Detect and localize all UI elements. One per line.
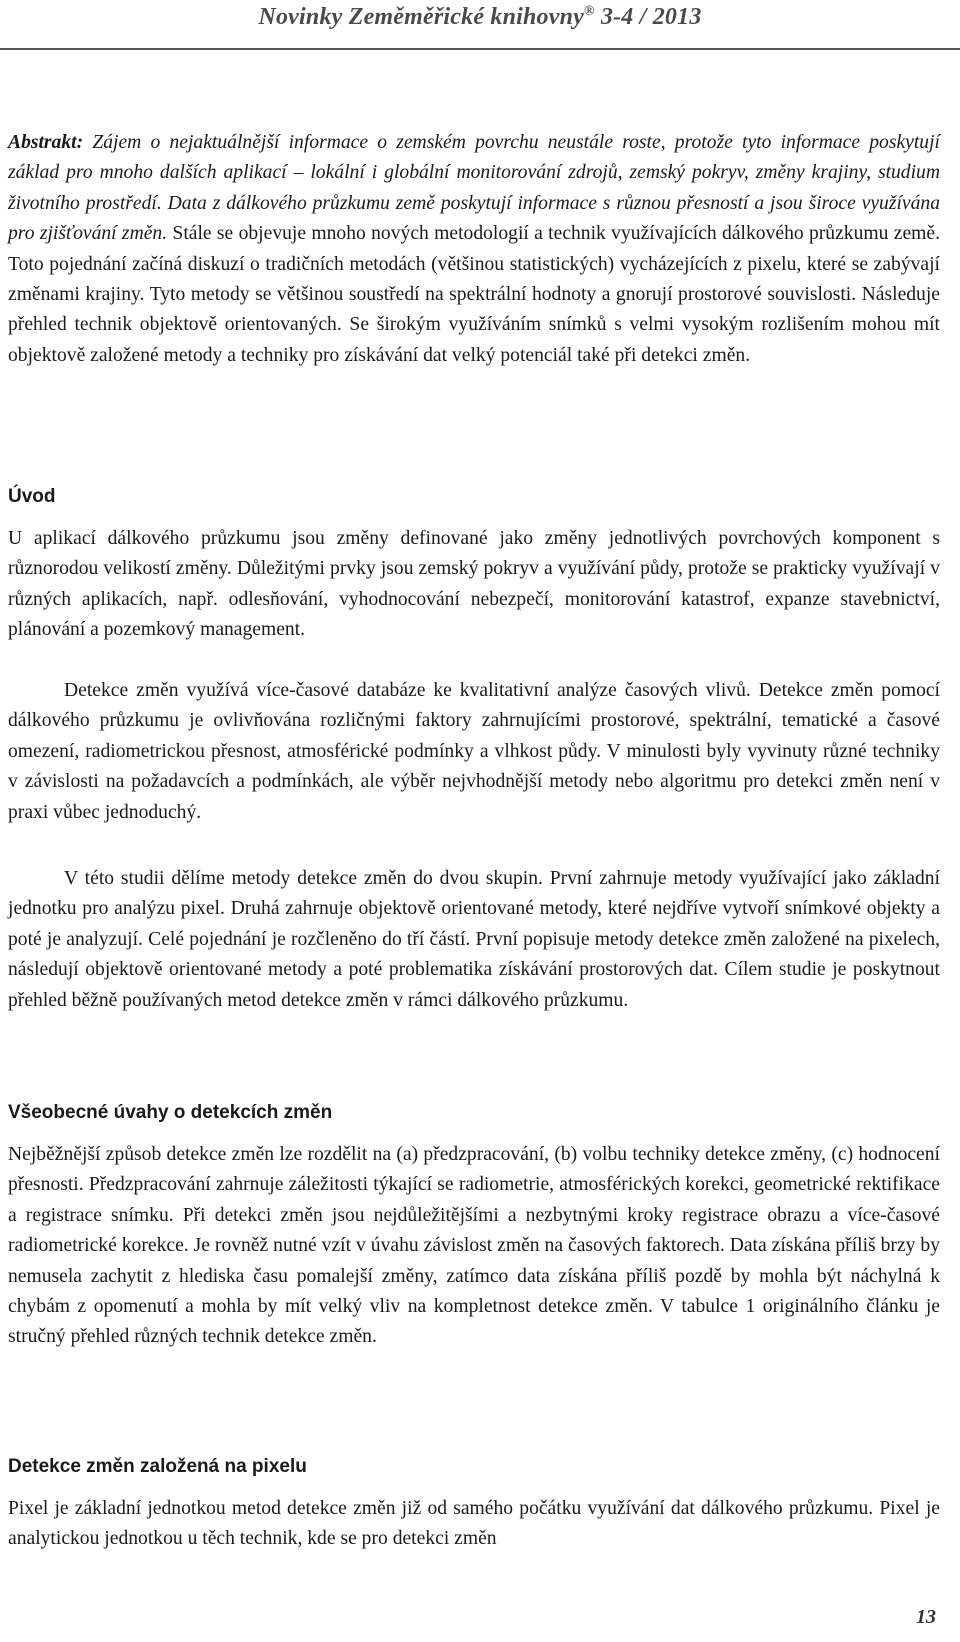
pixel-paragraph-1: Pixel je základní jednotkou metod detekce změn již od samého počátku využívání dat dálkového průzkumu. Pixel je analytickou jednotkou u těch technik, kde se pro detekci změn xyxy=(8,1498,940,1550)
abstract-text: Stále se objevuje mnoho nových metodologií a technik využívajících dálkového průzkumu země. Toto pojednání začíná diskuzí o tradičních metodách (většinou statistických) vycházejících z pixelu, které se zabývají změnami krajiny. Tyto metody se většinou soustředí na spektrální hodnoty a gnorují prostorové souvislosti. Následuje přehled technik objektově orientovaných. Se širokým využíváním snímků s velmi vysokým rozlišením mohou mít objektově založené metody a techniky pro získávání dat velký potenciál také při detekci změn. xyxy=(8,223,940,366)
header-title: Novinky Zeměměřické knihovny xyxy=(258,4,584,30)
section-heading-general: Všeobecné úvahy o detekcích změn xyxy=(8,1102,333,1123)
header-rule xyxy=(0,48,960,50)
general-paragraph-1: Nejběžnější způsob detekce změn lze rozdělit na (a) předzpracování, (b) volbu techniky detekce změny, (c) hodnocení přesnosti. Předzpracování zahrnuje záležitosti týkající se radiometrie, atmosférických korekci, geometrické rektifikace a registrace snímku. Při detekci změn jsou nejdůležitějšími a nezbytnými kroky registrace obrazu a více-časové radiometrické korekce. Je rovněž nutné vzít v úvahu závislost změn na časových faktorech. Data získána příliš brzy by nemusela zachytit z hlediska času pomalejší změny, zatímco data získána příliš pozdě by mohla být náchylná k chybám z opomenutí a mohla by mít velký vliv na kompletnost detekce změn. V tabulce 1 originálního článku je stručný přehled různých technik detekce změn. xyxy=(8,1144,940,1348)
running-header xyxy=(0,4,960,31)
section-heading-pixel: Detekce změn založená na pixelu xyxy=(8,1456,307,1477)
intro-paragraph-3: V této studii dělíme metody detekce změn do dvou skupin. První zahrnuje metody využívající jako základní jednotku pro analýzu pixel. Druhá zahrnuje objektově orientované metody, které nejdříve vytvoří snímkové objekty a poté je analyzují. Celé pojednání je rozčleněno do tří částí. První popisuje metody detekce změn založené na pixelech, následují objektově orientované metody a poté problematika získávání prostorových dat. Cílem studie je poskytnout přehled běžně používaných metod detekce změn v rámci dálkového průzkumu. xyxy=(8,868,940,1011)
intro-paragraph-2: Detekce změn využívá více-časové databáze ke kvalitativní analýze časových vlivů. Detekce změn pomocí dálkového průzkumu je ovlivňována rozličnými faktory zahrnujícími prostorové, spektrální, tematické a časové omezení, radiometrickou přesnost, atmosférické podmínky a vlhkost půdy. V minulosti byly vyvinuty různé techniky v závislosti na požadavcích a podmínkách, ale výběr nejvhodnější metody nebo algoritmu pro detekci změn není v praxi vůbec jednoduchý. xyxy=(8,680,940,823)
registered-mark: ® xyxy=(584,4,595,19)
intro-paragraph-1: U aplikací dálkového průzkumu jsou změny definované jako změny jednotlivých povrchových komponent s různorodou velikostí změny. Důležitými prvky jsou zemský pokryv a využívání půdy, protože se prakticky využívají v různých aplikacích, např. odlesňování, vyhodnocování nebezpečí, monitorování katastrof, expanze stavebnictví, plánování a pozemkový management. xyxy=(8,528,940,641)
header-issue: 3-4 / 2013 xyxy=(600,4,702,30)
abstract-paragraph xyxy=(8,128,940,371)
section-heading-intro: Úvod xyxy=(8,486,56,507)
abstract-text-italic: Zájem o nejaktuálnější informace o zemském povrchu neustále roste, protože tyto informace poskytují základ pro mnoho dalších aplikací – lokální i globální monitorování zdrojů, zemský pokryv, změny krajiny, studium životního prostředí. Data z dálkového průzkumu země poskytují informace s různou přesností a jsou široce využívána pro zjišťování změn. xyxy=(8,132,940,245)
page-number: 13 xyxy=(916,1606,936,1628)
abstract-label: Abstrakt: xyxy=(8,132,84,153)
